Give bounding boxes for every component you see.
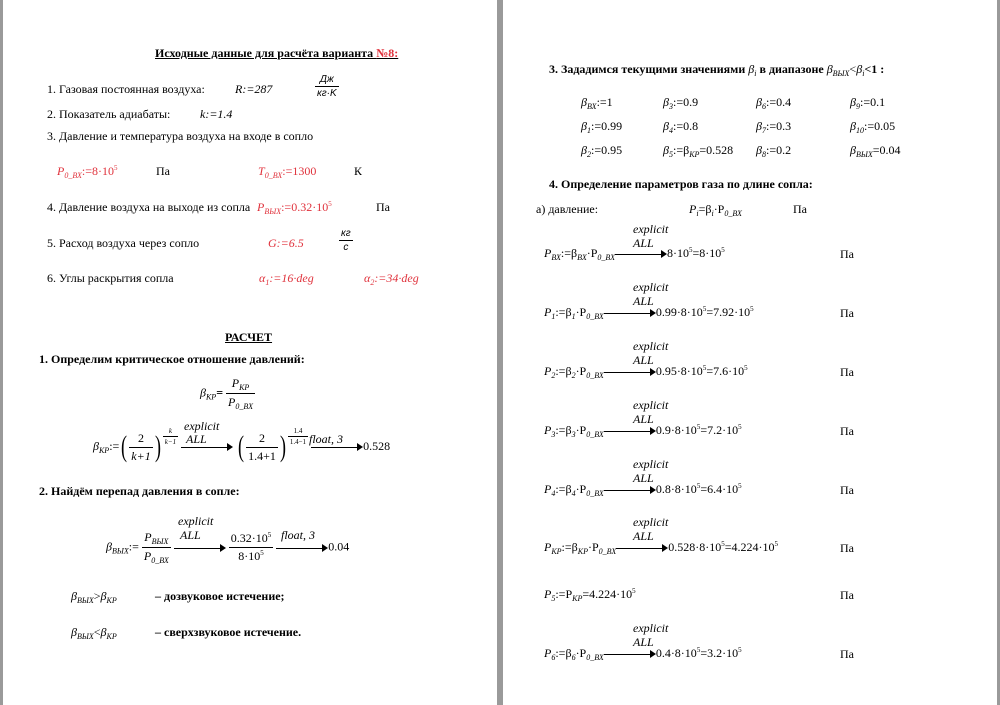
item1-label: 1. Газовая постоянная воздуха: [47, 82, 205, 96]
pressure-6-expression: $P_6:=\beta_6\cdot P_{0\_ВХ}$ $0.4\cdot 8\cdot 10^5=3.2\cdot 10^5$ [544, 646, 742, 662]
section1-title: 1. Определим критическое отношение давлений: [39, 352, 305, 366]
beta-vyh-explicit-keyword: explicit [178, 514, 214, 528]
beta-value-4: $\beta_4:=0.8$ [663, 119, 699, 135]
arrow [604, 425, 656, 437]
beta-vyh-all-keyword: ALL [180, 528, 201, 542]
alpha1-expression: $\alpha_1:=16\cdot deg$ [259, 271, 314, 287]
beta-kr-explicit-keyword: explicit [184, 419, 220, 433]
beta-vyh-arrow-2 [276, 542, 328, 554]
beta-value-3: $\beta_3:=0.9$ [663, 95, 699, 111]
beta-value-7: $\beta_7:=0.3$ [756, 119, 792, 135]
page-title: Исходные данные для расчёта варианта №8: [155, 46, 399, 60]
section4-title: 4. Определение параметров газа по длине сопла: [549, 177, 813, 191]
beta-value-8: $\beta_8:=0.2$ [756, 143, 792, 159]
beta-value-6: $\beta_6:=0.4$ [756, 95, 792, 111]
right-page [503, 0, 997, 705]
item3-label: 3. Давление и температура воздуха на входе в сопло [47, 129, 314, 143]
comparison-subsonic: $\beta_{ВЫХ}>\beta_{КР}$ [71, 589, 117, 605]
pvyh-unit: Па [376, 200, 390, 214]
variant-number: №8: [376, 46, 399, 60]
arrow [616, 542, 668, 554]
pressure-unit: Па [840, 306, 854, 320]
beta-value-9: $\beta_9:=0.1$ [850, 95, 886, 111]
left-page [3, 0, 497, 705]
keyword-all: ALL [633, 635, 654, 649]
keyword-explicit: explicit [633, 222, 669, 236]
pressure-unit: Па [840, 483, 854, 497]
beta-value-10: $\beta_{10}:=0.05$ [850, 119, 896, 135]
keyword-all: ALL [633, 471, 654, 485]
t0-unit: К [354, 164, 363, 178]
r-expression: R:=287 [235, 82, 273, 96]
beta-value-1: $\beta_1:=0.99$ [581, 119, 623, 135]
keyword-explicit: explicit [633, 621, 669, 635]
item2-label: 2. Показатель адиабаты: [47, 107, 171, 121]
pressure-5-unit: Па [840, 588, 854, 602]
arrow [604, 484, 656, 496]
keyword-explicit: explicit [633, 398, 669, 412]
supersonic-text: – сверхзвуковое истечение. [155, 625, 302, 639]
pressure-bx-expression: $P_{ВХ}:=\beta_{ВХ}\cdot P_{0\_ВХ}$ $8\cdot 10^5=8\cdot 10^5$ [544, 246, 725, 262]
keyword-all: ALL [633, 353, 654, 367]
section3-title: 3. Зададимся текущими значениями $\beta_i$ в диапазоне $\beta_{ВЫХ}<\beta_i<1$ : [549, 62, 885, 78]
pressure-2-expression: $P_2:=\beta_2\cdot P_{0\_ВХ}$ $0.95\cdot 8\cdot 10^5=7.6\cdot 10^5$ [544, 364, 748, 380]
beta-kr-arrow-2 [311, 441, 363, 453]
k-expression: k:=1.4 [200, 107, 233, 121]
keyword-explicit: explicit [633, 515, 669, 529]
beta-kr-definition: $\beta_{КР}=$ $\frac{P_{КР}}{P_{0\_ВХ}}$ [200, 376, 253, 411]
item4-label: 4. Давление воздуха на выходе из сопла [47, 200, 251, 214]
keyword-explicit: explicit [633, 339, 669, 353]
subsonic-text: – дозвуковое истечение; [155, 589, 285, 603]
beta-vyh-arrow-1 [174, 542, 226, 554]
pressure-kr-expression: $P_{КР}:=\beta_{КР}\cdot P_{0\_ВХ}$ $0.528\cdot 8\cdot 10^5=4.224\cdot 10^5$ [544, 540, 778, 556]
beta-value-5: $\beta_5:=\beta_{КР}=0.528$ [663, 143, 734, 159]
item5-label: 5. Расход воздуха через сопло [47, 236, 200, 250]
pressure-unit: Па [840, 247, 854, 261]
beta-value-2: $\beta_2:=0.95$ [581, 143, 623, 159]
section2-title: 2. Найдём перепад давления в сопле: [39, 484, 240, 498]
section4a-unit: Па [793, 202, 807, 216]
section4a-label: а) давление: [536, 202, 599, 216]
beta-vyh-computation: $\beta_{ВЫХ}:=$ $\frac{P_{ВЫХ}}{P_{0\_ВХ}}$ $\frac{0.32\cdot 10^5}{8\cdot 10^5}$ 0.04 [106, 530, 350, 565]
alpha2-expression: $\alpha_2:=34\cdot deg$ [364, 271, 419, 287]
calc-title: РАСЧЕТ [225, 330, 273, 344]
beta-kr-float-keyword: float, 3 [309, 432, 344, 446]
keyword-explicit: explicit [633, 457, 669, 471]
pressure-unit: Па [840, 541, 854, 555]
arrow [604, 366, 656, 378]
arrow [604, 648, 656, 660]
comparison-supersonic: $\beta_{ВЫХ}<\beta_{КР}$ [71, 625, 117, 641]
r-unit: $\frac{Дж}{кг\cdot K}$ [317, 74, 337, 99]
pressure-unit: Па [840, 424, 854, 438]
pressure-4-expression: $P_4:=\beta_4\cdot P_{0\_ВХ}$ $0.8\cdot 8\cdot 10^5=6.4\cdot 10^5$ [544, 482, 742, 498]
beta-kr-all-keyword: ALL [186, 432, 207, 446]
keyword-all: ALL [633, 529, 654, 543]
item6-label: 6. Углы раскрытия сопла [47, 271, 174, 285]
beta-kr-arrow-1 [181, 441, 233, 453]
pressure-5-expression: $P_5:=P_{КР}=4.224\cdot 10^5$ [544, 587, 636, 603]
beta-kr-computation: $\beta_{КР}:=$( $\frac{2}{k+1}$ ) $\frac{k}{k-1}$ ( $\frac{2}{1.4+1}$ ) $\frac{1.4}{1.4-1}$ 0.528 [93, 427, 391, 464]
keyword-all: ALL [633, 412, 654, 426]
arrow [615, 248, 667, 260]
pvyh-expression: $P_{ВЫХ}:=0.32\cdot 10^5$ [257, 200, 332, 216]
arrow [604, 307, 656, 319]
pressure-1-expression: $P_1:=\beta_1\cdot P_{0\_ВХ}$ $0.99\cdot 8\cdot 10^5=7.92\cdot 10^5$ [544, 305, 754, 321]
beta-value-bx: $\beta_{ВХ}:=1$ [581, 95, 613, 111]
keyword-explicit: explicit [633, 280, 669, 294]
keyword-all: ALL [633, 294, 654, 308]
beta-value-vyh: $\beta_{ВЫХ}=0.04$ [850, 143, 901, 159]
p0-expression: $P_{0\_ВХ}:=8\cdot 10^5$ [57, 164, 118, 180]
t0-expression: $T_{0\_ВХ}:=1300$ [258, 164, 317, 180]
keyword-all: ALL [633, 236, 654, 250]
g-expression: G:=6.5 [268, 236, 304, 250]
beta-vyh-float-keyword: float, 3 [281, 528, 316, 542]
g-unit: $\frac{кг}{с}$ [341, 228, 351, 253]
section4a-formula: $P_i=\beta_i\cdot P_{0\_ВХ}$ [689, 202, 742, 218]
p0-unit: Па [156, 164, 170, 178]
pressure-unit: Па [840, 365, 854, 379]
pressure-6-unit: Па [840, 647, 854, 661]
pressure-3-expression: $P_3:=\beta_3\cdot P_{0\_ВХ}$ $0.9\cdot 8\cdot 10^5=7.2\cdot 10^5$ [544, 423, 742, 439]
